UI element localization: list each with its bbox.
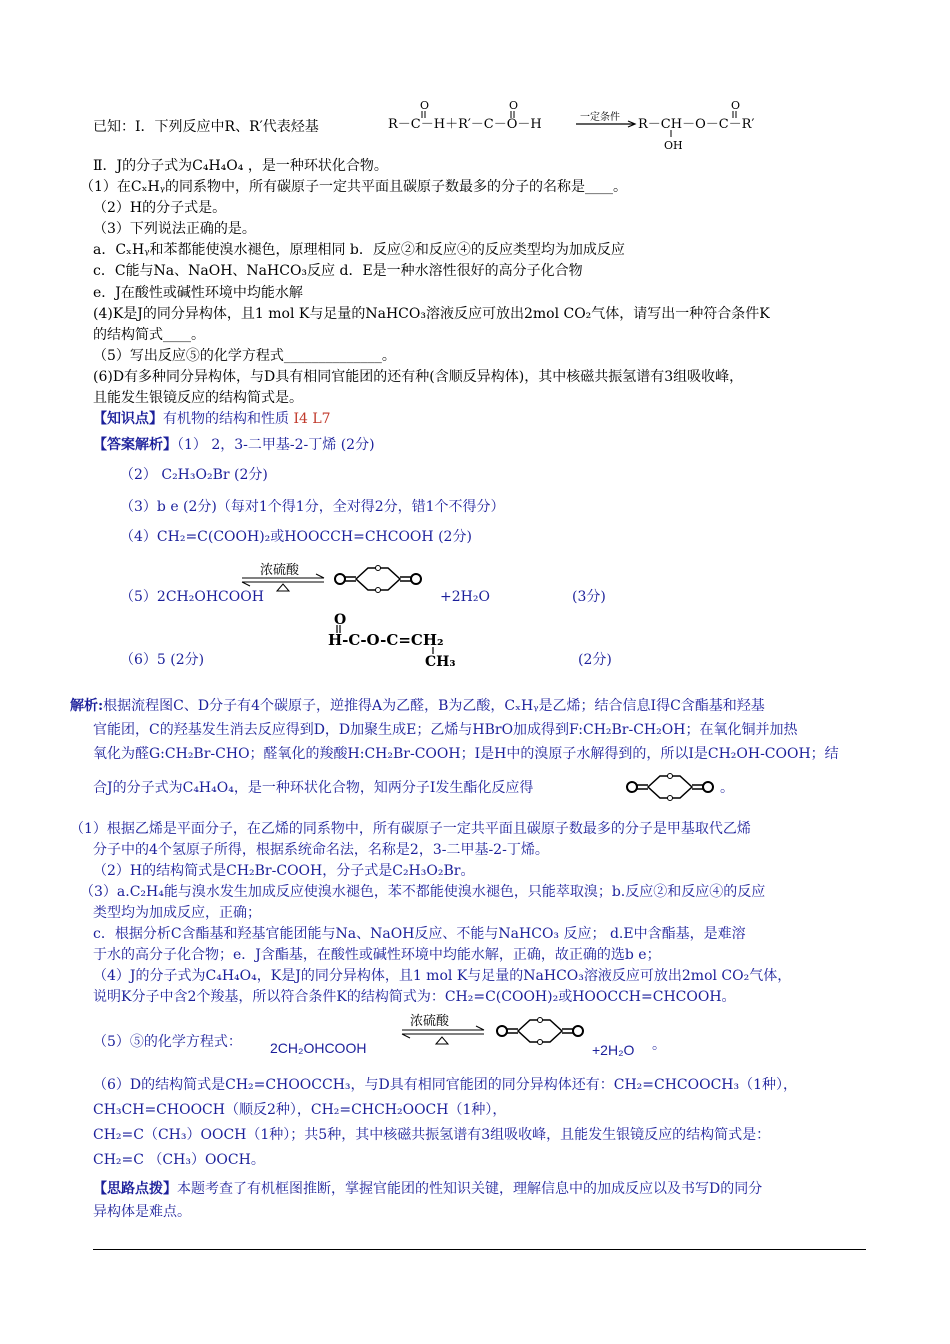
analysis-p4: 合J的分子式为C₄H₄O₄，是一种环状化合物，知两分子I发生酯化反应得 xyxy=(93,780,534,796)
product-label: R－CH－O－C－R′ xyxy=(638,117,755,132)
hint-tag: 【思路点拨】 xyxy=(93,1181,177,1197)
question-line-7: c．C能与Na、NaOH、NaHCO₃反应 d．E是一种水溶性很好的高分子化合物 xyxy=(93,263,583,279)
hydroxyl-oh: OH xyxy=(664,139,683,152)
question-line-13: 且能发生银镜反应的结构简式是。 xyxy=(93,390,303,406)
question-line-12: (6)D有多种同分异构体，与D具有相同官能团的还有种(含顺反异构体)，其中核磁共振氢谱有3组吸收峰， xyxy=(93,369,744,385)
analysis-s3a: （3）a.C₂H₄能与溴水发生加成反应使溴水褪色，苯不都能使溴水褪色，只能萃取溴；b.反应②和反应④的反应 xyxy=(80,884,766,900)
analysis-p2: 官能团，C的羟基发生消去反应得到D，D加聚生成E；乙烯与HBrO加成得到F:CH₂Br-CH₂OH；在氧化铜并加热 xyxy=(93,722,798,738)
answer-2: （2） C₂H₃O₂Br (2分) xyxy=(120,467,268,483)
analysis-s4b: 说明K分子中含2个羧基，所以符合条件K的结构简式为：CH₂=C(COOH)₂或HOOCCH=CHCOOH。 xyxy=(93,989,736,1005)
answer-6-left: （6）5 (2分) xyxy=(120,652,205,668)
answer-5-left: （5）2CH₂OHCOOH xyxy=(120,589,264,605)
analysis-s5-right: +2H₂O xyxy=(592,1042,635,1058)
analysis-s5-arrow xyxy=(398,1012,488,1050)
answer-1: （1） 2，3-二甲基-2-丁烯 (2分) xyxy=(177,437,375,453)
analysis-s6b: CH₃CH=CHOOCH（顺反2种），CH₂=CHCH₂OOCH（1种）， xyxy=(93,1102,507,1118)
cyclic-diester-structure-2 xyxy=(622,770,722,806)
hint-l2: 异构体是难点。 xyxy=(93,1204,191,1220)
analysis-s4a: （4）J的分子式为C₄H₄O₄，K是J的同分异构体，且1 mol K与足量的NaHCO₃溶液反应可放出2mol CO₂气体， xyxy=(93,968,792,984)
answer-3: （3）b e (2分)（每对1个得1分，全对得2分，错1个不得分） xyxy=(120,499,505,515)
question-line-6: a．CₓHᵧ和苯都能使溴水褪色，原理相同 b．反应②和反应④的反应类型均为加成反应 xyxy=(93,242,625,258)
analysis-s5-end: 。 xyxy=(652,1037,666,1053)
hint-l1: 本题考查了有机框图推断，掌握官能团的性知识关键，理解信息中的加成反应以及书写D的同分 xyxy=(177,1181,763,1197)
analysis-s6a: （6）D的结构简式是CH₂=CHOOCCH₃，与D具有相同官能团的同分异构体还有：CH₂=CHCOOCH₃（1种）， xyxy=(93,1077,798,1093)
hint-line-1 xyxy=(93,1180,762,1198)
question-line-3: （1）在CₓHᵧ的同系物中，所有碳原子一定共平面且碳原子数最多的分子的名称是____。 xyxy=(80,179,628,195)
analysis-s6c: CH₂=C（CH₃）OOCH（1种）；共5种，其中核磁共振氢谱有3组吸收峰，且能发生银镜反应的结构简式是： xyxy=(93,1127,771,1143)
analysis-s3c: c．根据分析C含酯基和羟基官能团能与Na、NaOH反应、不能与NaHCO₃ 反应； d.E中含酯基，是难溶 xyxy=(93,926,746,942)
analysis-s3d: 于水的高分子化合物；e．J含酯基，在酸性或碱性环境中均能水解，正确，故正确的选b e； xyxy=(93,947,661,963)
question-line-2: Ⅱ．J的分子式为C₄H₄O₄ ，是一种环状化合物。 xyxy=(93,158,388,174)
answer-5-arrow xyxy=(238,562,328,592)
question-line-5: （3）下列说法正确的是。 xyxy=(93,221,256,237)
analysis-p1: 根据流程图C、D分子有4个碳原子，逆推得A为乙醛，B为乙酸，CₓHᵧ是乙烯；结合信息Ⅰ得C含酯基和羟基 xyxy=(103,698,765,714)
question-line-8: e．J在酸性或碱性环境中均能水解 xyxy=(93,285,303,301)
bottom-divider xyxy=(93,1249,866,1250)
isomer-top-o: O xyxy=(334,612,347,628)
question-line-11: （5）写出反应⑤的化学方程式______________。 xyxy=(93,348,396,364)
analysis-tag: 解析: xyxy=(70,698,104,714)
cyclic-diester-structure xyxy=(330,562,426,606)
analysis-s1b: 分子中的4个氢原子所得，根据系统命名法，名称是2，3-二甲基-2-丁烯。 xyxy=(93,842,549,858)
analysis-s5-left: 2CH₂OHCOOH xyxy=(270,1040,367,1056)
knowledge-point xyxy=(93,410,331,428)
analysis-p4-end: 。 xyxy=(720,780,734,796)
analysis-s3b: 类型均为加成反应，正确； xyxy=(93,905,261,921)
answer-5-score: (3分) xyxy=(572,589,606,605)
knowledge-tag: 【知识点】 xyxy=(93,411,163,427)
reaction-condition: 一定条件 xyxy=(580,112,620,123)
analysis-s6d: CH₂=C （CH₃）OOCH。 xyxy=(93,1152,265,1168)
known-reaction-equation xyxy=(382,98,782,154)
carbonyl-o-1: O xyxy=(420,99,430,112)
reactant-label: R－C－H＋R′－C－O－H xyxy=(388,117,542,132)
question-line-10: 的结构简式____。 xyxy=(93,327,205,343)
cyclic-diester-structure-3 xyxy=(492,1014,592,1054)
analysis-s1a: （1）根据乙烯是平面分子，在乙烯的同系物中，所有碳原子一定共平面且碳原子数最多的分子是甲基取代乙烯 xyxy=(70,821,751,837)
answer-tag: 【答案解析】 xyxy=(93,437,177,453)
analysis-line-1 xyxy=(70,697,765,715)
answer-line-1 xyxy=(93,436,375,454)
answer-5-right: +2H₂O xyxy=(440,589,490,605)
carbonyl-o-3: O xyxy=(731,99,741,112)
answer-6-score: (2分) xyxy=(578,652,612,668)
analysis-s5-condition: 浓硫酸 xyxy=(410,1014,450,1029)
answer-5-condition: 浓硫酸 xyxy=(260,563,300,578)
analysis-s5-label: （5）⑤的化学方程式： xyxy=(93,1034,242,1050)
answer-4: （4）CH₂=C(COOH)₂或HOOCCH=CHCOOH (2分) xyxy=(120,529,472,545)
question-line-4: （2）H的分子式是。 xyxy=(93,200,227,216)
knowledge-text: 有机物的结构和性质 xyxy=(163,411,289,427)
isomer-main-chain: H-C-O-C=CH₂ xyxy=(328,631,444,649)
isomer-methyl: CH₃ xyxy=(425,654,456,670)
question-line-9: (4)K是J的同分异构体，且1 mol K与足量的NaHCO₃溶液反应可放出2mol CO₂气体，请写出一种符合条件K xyxy=(93,306,770,322)
knowledge-codes: I4 L7 xyxy=(293,411,331,427)
silver-mirror-isomer-structure xyxy=(328,610,528,670)
known-prefix: 已知：Ⅰ．下列反应中R、R′代表烃基 xyxy=(93,119,319,135)
analysis-s2: （2）H的结构简式是CH₂Br-COOH，分子式是C₂H₃O₂Br。 xyxy=(93,863,475,879)
carbonyl-o-2: O xyxy=(509,99,519,112)
analysis-p3: 氧化为醛G:CH₂Br-CHO；醛氧化的羧酸H:CH₂Br-COOH；I是H中的溴原子水解得到的，所以I是CH₂OH-COOH；结 xyxy=(93,746,839,762)
